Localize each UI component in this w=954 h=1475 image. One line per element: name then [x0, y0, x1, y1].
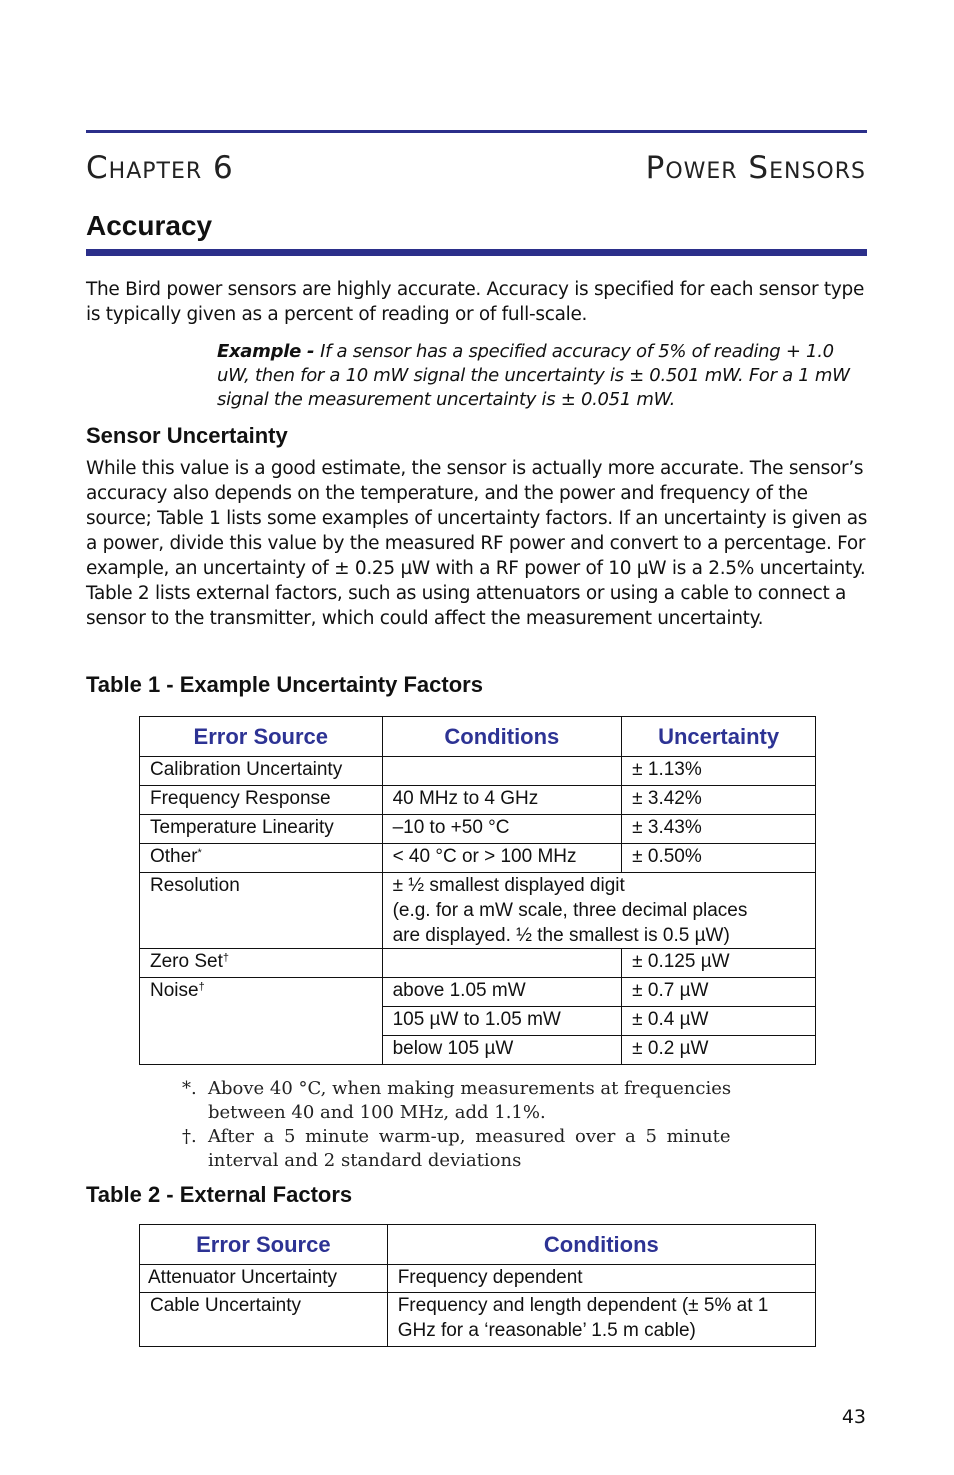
table-row-zero-set	[140, 949, 816, 978]
subsection-body: While this value is a good estimate, the sensor is actually more accurate. The sensor’s accuracy also depends on the temperature, and the power and frequency of the source; Table 1 lists some examples of uncertainty factors. If an uncertainty is given as a power, divide this value by the measured RF power and convert to a percentage. For example, an uncertainty of ± 0.25 µW with a RF power of 10 µW is a 2.5% uncertainty. Table 2 lists external factors, such as using attenuators or using a cable to connect a sensor to the transmitter, which could affect the measurement uncertainty.	[86, 458, 868, 629]
table-header-row	[140, 717, 816, 757]
header-error-source: Error Source	[140, 717, 383, 757]
cell-source	[140, 844, 383, 873]
cell-conditions: below 105 µW	[382, 1036, 622, 1065]
footnote	[182, 1125, 782, 1173]
cell-source: Cable Uncertainty	[140, 1293, 388, 1347]
cell-uncertainty: ± 0.4 µW	[622, 1007, 816, 1036]
footnote-text: interval and 2 standard deviations	[208, 1150, 522, 1171]
table-row	[140, 786, 816, 815]
cell-uncertainty: ± 3.42%	[622, 786, 816, 815]
table-row-resolution	[140, 873, 816, 949]
intro-paragraph: The Bird power sensors are highly accurate. Accuracy is specified for each sensor type is typically given as a percent of reading or of full-scale.	[86, 279, 865, 325]
chapter-title: Power Sensors	[645, 150, 866, 186]
cell-conditions: 105 µW to 1.05 mW	[382, 1007, 622, 1036]
footnote-marker: †.	[182, 1126, 197, 1147]
subsection-title: Sensor Uncertainty	[86, 423, 288, 448]
cell-source: Temperature Linearity	[140, 815, 383, 844]
cell-resolution-detail	[382, 873, 815, 949]
header-uncertainty: Uncertainty	[622, 717, 816, 757]
cell-source	[140, 978, 383, 1065]
header-top-rule	[86, 130, 867, 133]
header-conditions: Conditions	[382, 717, 622, 757]
cell-source: Frequency Response	[140, 786, 383, 815]
footnote-text: Above 40 °C, when making measurements at frequencies	[208, 1078, 732, 1099]
header-conditions: Conditions	[387, 1225, 815, 1265]
table-header-row	[140, 1225, 816, 1265]
table1-caption: Table 1 - Example Uncertainty Factors	[86, 672, 483, 697]
example-text: If a sensor has a specified accuracy of 5% of reading + 1.0 uW, then for a 10 mW signal the uncertainty is ± 0.501 mW. For a 1 mW signal the measurement uncertainty is ± 0.051 mW.	[217, 341, 850, 410]
footnote-mark: †	[222, 952, 229, 964]
table-row	[140, 1265, 816, 1293]
cell-conditions: 40 MHz to 4 GHz	[382, 786, 622, 815]
noise-label: Noise	[150, 980, 199, 1001]
footnote	[182, 1077, 782, 1125]
cell-conditions: –10 to +50 °C	[382, 815, 622, 844]
example-note	[217, 340, 867, 412]
chapter-label: Chapter 6	[86, 150, 234, 186]
table-row-noise	[140, 978, 816, 1007]
cell-conditions: Frequency dependent	[387, 1265, 815, 1293]
table-row	[140, 757, 816, 786]
other-label: Other	[150, 846, 198, 867]
cell-uncertainty: ± 0.7 µW	[622, 978, 816, 1007]
header-error-source: Error Source	[140, 1225, 388, 1265]
page-number: 43	[841, 1406, 866, 1428]
cell-uncertainty: ± 3.43%	[622, 815, 816, 844]
cell-conditions	[382, 949, 622, 978]
footnote-mark: †	[198, 981, 205, 993]
table-row	[140, 1293, 816, 1347]
cell-uncertainty: ± 0.125 µW	[622, 949, 816, 978]
section-rule	[86, 249, 867, 256]
external-factors-table	[139, 1224, 816, 1347]
cell-conditions: Frequency and length dependent (± 5% at 1 GHz for a ‘reasonable’ 1.5 m cable)	[387, 1293, 815, 1347]
example-label: Example -	[217, 341, 321, 362]
cell-source	[140, 949, 383, 978]
cell-uncertainty: ± 0.50%	[622, 844, 816, 873]
table2-caption: Table 2 - External Factors	[86, 1182, 353, 1207]
cell-source: Calibration Uncertainty	[140, 757, 383, 786]
section-title: Accuracy	[86, 210, 213, 241]
footnote-text: After a 5 minute warm-up, measured over a 5 minute	[208, 1126, 731, 1147]
cell-source: Resolution	[140, 873, 383, 949]
footnote-mark: *	[197, 847, 202, 859]
uncertainty-table	[139, 716, 816, 1065]
footnote-text: between 40 and 100 MHz, add 1.1%.	[208, 1102, 546, 1123]
resolution-line: (e.g. for a mW scale, three decimal places	[392, 900, 748, 921]
footnote-marker: *.	[182, 1078, 197, 1099]
cell-uncertainty: ± 0.2 µW	[622, 1036, 816, 1065]
cell-conditions: < 40 °C or > 100 MHz	[382, 844, 622, 873]
resolution-line: are displayed. ½ the smallest is 0.5 µW)	[392, 925, 730, 946]
resolution-line: ± ½ smallest displayed digit	[392, 875, 625, 896]
table-row	[140, 844, 816, 873]
table-row	[140, 815, 816, 844]
zero-set-label: Zero Set	[150, 951, 223, 972]
cell-uncertainty: ± 1.13%	[622, 757, 816, 786]
cell-conditions: above 1.05 mW	[382, 978, 622, 1007]
cell-conditions	[382, 757, 622, 786]
cell-source: Attenuator Uncertainty	[140, 1265, 388, 1293]
